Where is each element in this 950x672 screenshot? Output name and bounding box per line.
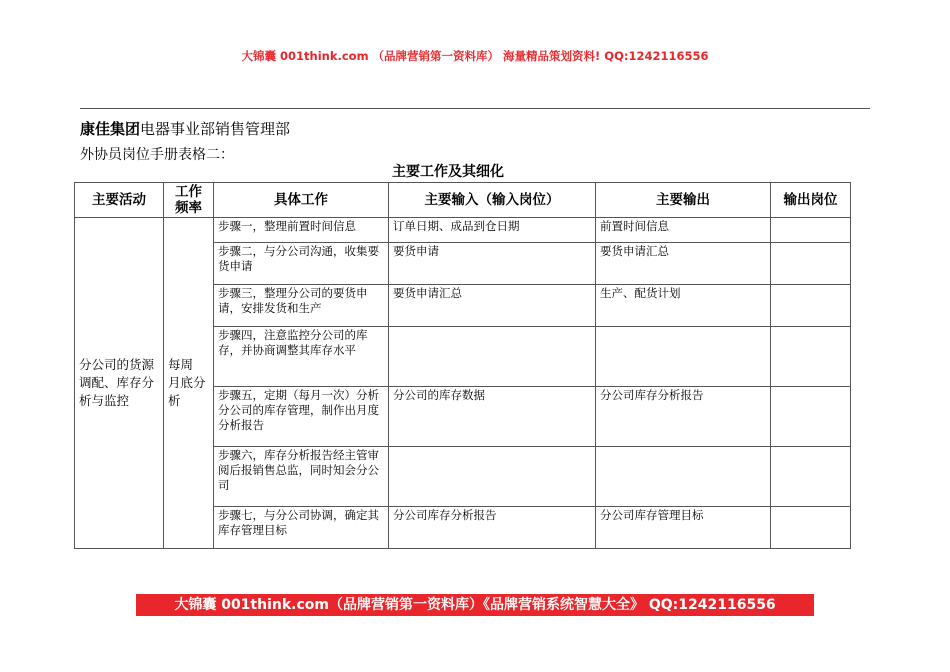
input-cell — [389, 327, 596, 387]
header-main-output: 主要输出 — [596, 183, 771, 218]
output-cell: 前置时间信息 — [596, 218, 771, 243]
output-cell: 生产、配货计划 — [596, 285, 771, 327]
output-cell: 分公司库存分析报告 — [596, 387, 771, 447]
output-cell — [596, 447, 771, 507]
table-header-row — [75, 183, 851, 218]
header-banner: 大锦囊 001think.com （品牌营销第一资料库） 海量精品策划资料! QQ:1242116556 — [241, 49, 709, 63]
work-cell: 步骤七，与分公司协调，确定其库存管理目标 — [214, 507, 389, 549]
header-output-post: 输出岗位 — [771, 183, 851, 218]
post-cell — [771, 327, 851, 387]
input-cell: 分公司的库存数据 — [389, 387, 596, 447]
company-name: 康佳集团 — [80, 120, 141, 138]
main-activity-cell: 分公司的货源调配、库存分析与监控 — [75, 218, 164, 549]
post-cell — [771, 243, 851, 285]
input-cell: 分公司库存分析报告 — [389, 507, 596, 549]
input-cell: 要货申请汇总 — [389, 285, 596, 327]
work-cell: 步骤五，定期（每月一次）分析分公司的库存管理，制作出月度分析报告 — [214, 387, 389, 447]
input-cell: 要货申请 — [389, 243, 596, 285]
work-cell: 步骤六，库存分析报告经主管审阅后报销售总监，同时知会分公司 — [214, 447, 389, 507]
input-cell — [389, 447, 596, 507]
header-main-activity: 主要活动 — [75, 183, 164, 218]
post-cell — [771, 507, 851, 549]
output-cell — [596, 327, 771, 387]
header-main-input: 主要输入（输入岗位） — [389, 183, 596, 218]
department-name: 电器事业部销售管理部 — [140, 120, 291, 138]
header-rule — [80, 108, 870, 109]
table-title: 主要工作及其细化 — [392, 164, 504, 180]
post-cell — [771, 387, 851, 447]
output-cell: 分公司库存管理目标 — [596, 507, 771, 549]
work-detail-table — [74, 182, 851, 549]
header-frequency: 工作频率 — [164, 183, 214, 218]
footer-banner: 大锦囊 001think.com（品牌营销第一资料库）《品牌营销系统智慧大全》 QQ:1242116556 — [136, 594, 814, 616]
output-cell: 要货申请汇总 — [596, 243, 771, 285]
post-cell — [771, 447, 851, 507]
header-specific-work: 具体工作 — [214, 183, 389, 218]
work-cell: 步骤一，整理前置时间信息 — [214, 218, 389, 243]
form-subtitle: 外协员岗位手册表格二： — [80, 147, 234, 163]
post-cell — [771, 285, 851, 327]
frequency-cell: 每周 月底分析 — [164, 218, 214, 549]
work-cell: 步骤四，注意监控分公司的库存，并协商调整其库存水平 — [214, 327, 389, 387]
post-cell — [771, 218, 851, 243]
table-row — [75, 218, 851, 243]
work-cell: 步骤三，整理分公司的要货申请，安排发货和生产 — [214, 285, 389, 327]
input-cell: 订单日期、成品到仓日期 — [389, 218, 596, 243]
work-cell: 步骤二，与分公司沟通，收集要货申请 — [214, 243, 389, 285]
company-line — [80, 119, 290, 139]
